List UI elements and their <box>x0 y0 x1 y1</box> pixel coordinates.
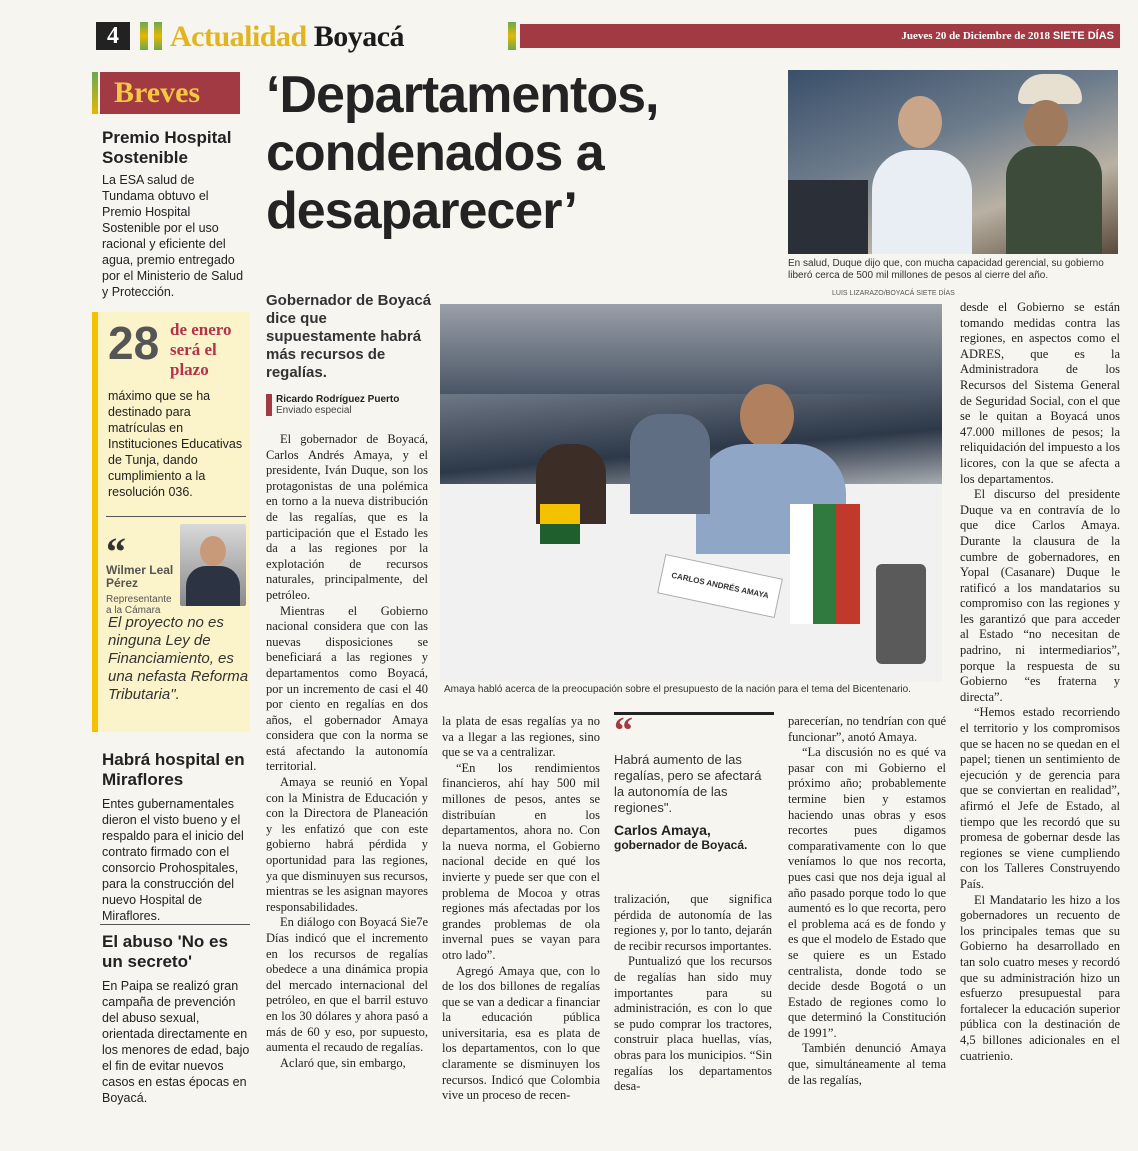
decorative-bar <box>92 72 98 114</box>
divider <box>100 924 250 925</box>
article-column-1 <box>266 432 428 1071</box>
quote-author-role: Representante a la Cámara <box>106 594 172 616</box>
highlight-body: máximo que se ha destinado para matrículas en Instituciones Educativas de Tunja, dando cumplimiento a la resolución 036. <box>108 389 243 499</box>
divider <box>106 516 246 517</box>
article-paragraph: “La discusión no es qué va pasar con mi Gobierno el próximo año; probablemente termine bien y estamos haciendo unas obras y esos recortes pues digamos comparativamente con lo que veníamos lo que nos recorta, pues casi que nos deja igual al año pasado porque todo lo que aumentó es lo que recorta, pero el problema acá es de fondo y es que el modelo de Estado que se quiere es un Estado centralista, donde todo se decide desde Bogotá o un Estado de regiones como lo que determinó la Constitución de 1991”. <box>788 745 946 1040</box>
avatar <box>180 524 246 606</box>
name-plate: CARLOS ANDRÉS AMAYA <box>657 554 783 618</box>
photo-figure <box>630 414 710 514</box>
brief-body: En Paipa se realizó gran campaña de prevención del abuso sexual, orientada directamente en los menores de edad, bajo el fin de evitar nuevos casos en estas épocas en Boyacá. <box>102 979 250 1105</box>
article-paragraph: El discurso del presidente Duque va en contravía de lo que dice Carlos Amaya. Durante la clausura de la cumbre de gobernadores, en Yopal (Casanare) Duque le ratificó a los mandatarios su compromiso con las regiones y les garantizó que para acceder al Estado “no necesitan de padrino, ni intermediarios”, porque la respuesta de su Gobierno “es fraterna y directa”. <box>960 487 1120 704</box>
photo-statue <box>876 564 926 664</box>
photo-credit: LUIS LIZARAZO/BOYACÁ SIETE DÍAS <box>832 290 955 297</box>
divider <box>614 712 774 715</box>
article-column-2 <box>442 714 600 1104</box>
quote-author: Wilmer Leal Pérez <box>106 563 174 590</box>
article-column-4 <box>788 714 946 1088</box>
issue-date: Jueves 20 de Diciembre de 2018 <box>901 30 1050 42</box>
brief-title: Habrá hospital en Miraflores <box>102 750 245 789</box>
pull-quote-role: gobernador de Boyacá. <box>614 838 748 852</box>
article-paragraph: El gobernador de Boyacá, Carlos Andrés Amaya, y el presidente, Iván Duque, son los protagonistas de una polémica en torno a la nueva distribución de las regalías, que es la participación que el Estado les da a las regiones por la explotación de recursos naturales, principalmente, del petróleo. <box>266 432 428 602</box>
photo-amaya <box>440 304 942 682</box>
brief-body: Entes gubernamentales dieron el visto bueno y el respaldo para el inicio del contrato firmado con el consorcio Prohospitales, para la construcción del nuevo Hospital de Miraflores. <box>102 797 244 923</box>
brief-title: El abuso 'No es un secreto' <box>102 932 228 971</box>
decorative-bar <box>508 22 516 50</box>
article-paragraph: “Hemos estado recorriendo el territorio y los compromisos que se hacen no se quedan en el papel; tienen un sentimiento de ejecución y de gerencia para que se conviertan en realidad”, afirmó el Jefe de Estado, al tiempo que les recordó que su promesa de gobernar desde las regiones se viene cumpliendo con los Talleres Construyendo País. <box>960 705 1120 891</box>
article-paragraph: parecerían, no tendrían con qué funcionar”, anotó Amaya. <box>788 714 946 744</box>
article-column-3 <box>614 892 772 1095</box>
highlight-number: 28 <box>108 317 160 369</box>
article-paragraph: desde el Gobierno se están tomando medidas contra las regiones, en aspectos como el ADRES, que es la Administradora de los Recursos del Sistema General de Seguridad Social, con el que se le quitan a Boyacá unos 47.000 millones de pesos; la reliquidación del impuesto a los licores, con la que se afecta a los departamentos. <box>960 300 1120 486</box>
highlight-label: de enero será el plazo <box>170 320 232 379</box>
avatar-face <box>200 536 226 566</box>
page-header <box>90 20 1120 54</box>
photo-audience <box>440 304 942 394</box>
photo-duque <box>788 70 1118 254</box>
photo-figure <box>872 150 972 254</box>
article-paragraph: El Mandatario les hizo a los gobernadores un recuento de los principales temas que su Gobierno ha desarrollado en tan solo cuatro meses y recordó que su administración hizo un esfuerzo presupuestal para fortalecer la educación superior pública con la destinación de 4,5 billones adicionales en el cuatrienio. <box>960 892 1120 1063</box>
article-paragraph: Mientras el Gobierno nacional considera que con las nuevas disposiciones se beneficiará a las regiones y departamentos como Boyacá, por un incremento de casi el 40 por ciento en regalías en dos años, el gobernador Amaya considera que con la norma se está afectando la autonomía territorial. <box>266 603 428 774</box>
article-paragraph: la plata de esas regalías ya no va a llegar a las regiones, sino que se va a centralizar. <box>442 714 600 760</box>
sidebar-briefs <box>92 68 250 1128</box>
flag-icon <box>540 504 580 544</box>
article-paragraph: tralización, que significa pérdida de autonomía de las regiones y, por lo tanto, dejarán de recibir recursos importantes. <box>614 892 772 953</box>
article-column-5 <box>960 300 1120 1064</box>
photo-figure <box>898 96 942 148</box>
pull-quote-author: Carlos Amaya, <box>614 822 711 838</box>
article-paragraph: Agregó Amaya que, con lo de los dos billones de regalías que se van a dedicar a financiar la educación pública universitaria, esa es plata de los departamentos, con lo que claramente se disminuyen los recursos. Indicó que Colombia vive un proceso de recen- <box>442 963 600 1103</box>
avatar-body <box>186 566 240 606</box>
flag-icon <box>790 504 860 624</box>
photo-figure <box>788 180 868 254</box>
article-paragraph: Aclaró que, sin embargo, <box>280 1055 406 1070</box>
brand-logo: SIETE DÍAS <box>1052 30 1114 42</box>
quote-mark-icon: “ <box>106 529 126 574</box>
article-paragraph: En diálogo con Boyacá Sie7e Días indicó que el incremento en los recursos de regalías obedece a una dinámica propia del mercado internacional del petróleo, en que el barril estuvo en los 30 dólares y ahora pasó a más de 60 y eso, por supuesto, aumenta el recaudo de regalías. <box>266 915 428 1055</box>
author-role: Enviado especial <box>276 405 352 416</box>
pull-quote-text: Habrá aumento de las regalías, pero se afectará la autonomía de las regiones". <box>614 752 762 815</box>
pull-quote <box>614 710 774 852</box>
brief-body: La ESA salud de Tundama obtuvo el Premio Hospital Sostenible por el uso racional y eficiente del agua, premio entregado por el Ministerio de Salud y Protección. <box>102 173 244 299</box>
section-name: Boyacá <box>313 20 405 53</box>
article-paragraph: También denunció Amaya que, simultáneamente al tema de las regalías, <box>788 1041 946 1087</box>
byline <box>266 394 436 416</box>
quote-mark-icon: “ <box>614 710 633 752</box>
header-band <box>520 24 1120 48</box>
quote-text: El proyecto no es ninguna Ley de Financiamiento, es una nefasta Reforma Tributaria". <box>108 614 249 703</box>
article-paragraph: Puntualizó que los recursos de regalías han sido muy importantes para su administración, es con lo que se pudo comprar los tractores, construir placa huellas, vías, obras para los municipios. “Sin regalías los departamentos desa- <box>614 954 772 1094</box>
section-accent: Actualidad <box>170 20 307 53</box>
decorative-bar <box>140 22 148 50</box>
highlight-box <box>92 312 250 732</box>
article-subhead: Gobernador de Boyacá dice que supuestamente habrá más recursos de regalías. <box>266 292 432 381</box>
section-title <box>170 20 404 54</box>
page-number: 4 <box>96 22 130 50</box>
article-paragraph: “En los rendimientos financieros, ahí hay 500 mil millones de pesos, antes se distribuían en los departamentos, ahora no. Con la nueva norma, el Gobierno nacional decide en qué los invierte y puede ser que con el problema de Mocoa y otras regiones más afectadas por los grandes problemas de ola invernal pues se vayan para otro lado”. <box>442 760 600 962</box>
photo-caption: En salud, Duque dijo que, con mucha capacidad gerencial, su gobierno liberó cerca de 500 mil millones de pesos al cierre del año. <box>788 258 1104 281</box>
author-name: Ricardo Rodríguez Puerto <box>276 394 400 405</box>
briefs-label: Breves <box>100 72 240 114</box>
article-headline: ‘Departamentos, condenados a desaparecer’ <box>266 66 659 240</box>
photo-figure <box>740 384 794 448</box>
brief-title: Premio Hospital Sostenible <box>102 128 232 167</box>
article-paragraph: Amaya se reunió en Yopal con la Ministra de Educación y con la Directora de Planeación y les enfatizó que con este gobierno habrá pérdida y oportunidad para las regiones, ya que disminuyen sus recursos, mientras se les asignan mayores responsabilidades. <box>266 775 428 914</box>
photo-figure <box>1006 146 1102 254</box>
photo-figure <box>1024 100 1068 148</box>
photo-caption: Amaya habló acerca de la preocupación sobre el presupuesto de la nación para el tema del Bicentenario. <box>444 684 911 695</box>
decorative-bar <box>154 22 162 50</box>
